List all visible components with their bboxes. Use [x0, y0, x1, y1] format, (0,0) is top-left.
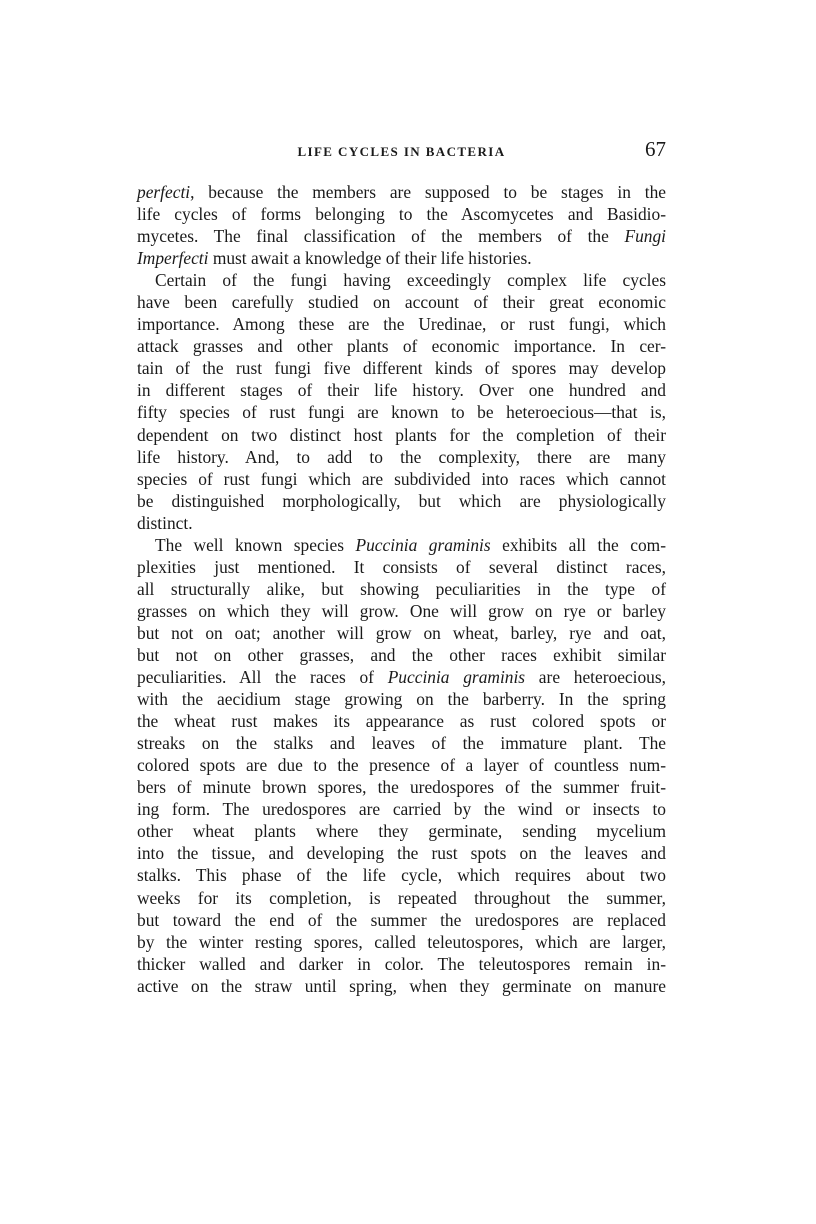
text-line	[137, 490, 666, 512]
text-run: distinct.	[137, 512, 193, 533]
text-run: be distinguished morphologically, but which are physiologically	[137, 490, 666, 511]
text-run: importance. Among these are the Uredinae, or rust fungi, which	[137, 314, 666, 335]
text-run: with the aecidium stage growing on the barberry. In the spring	[137, 689, 666, 710]
text-run: have been carefully studied on account of their great economic	[137, 292, 666, 313]
text-line	[137, 842, 666, 864]
text-line	[137, 864, 666, 886]
page-number: 67	[645, 137, 666, 161]
text-run: species of rust fungi which are subdivided into races which cannot	[137, 468, 666, 489]
text-line	[137, 820, 666, 842]
text-run: attack grasses and other plants of economic importance. In cer-	[137, 336, 666, 357]
italic-term: Puccinia graminis	[387, 667, 526, 688]
italic-term: Imperfecti	[137, 248, 209, 269]
text-run: tain of the rust fungi five different kinds of spores may develop	[137, 358, 666, 379]
text-line	[137, 931, 666, 953]
book-page	[137, 136, 666, 997]
text-run: are heteroecious,	[525, 667, 666, 688]
text-run: , because the members are supposed to be stages in the	[190, 182, 666, 202]
paragraph	[137, 181, 666, 269]
text-line	[137, 732, 666, 754]
text-line	[137, 975, 666, 997]
text-run: life cycles of forms belonging to the Ascomycetes and Basidio-	[137, 204, 666, 225]
text-line	[137, 468, 666, 490]
text-line	[137, 600, 666, 622]
body-text	[137, 181, 666, 997]
text-line	[137, 446, 666, 468]
text-run: but toward the end of the summer the uredospores are replaced	[137, 909, 666, 930]
italic-term: Puccinia graminis	[355, 534, 491, 555]
text-run: exhibits all the com-	[490, 534, 666, 555]
text-line	[137, 247, 666, 269]
text-line	[137, 909, 666, 931]
text-run: bers of minute brown spores, the uredospores of the summer fruit-	[137, 777, 666, 798]
text-line	[137, 776, 666, 798]
text-run: The well known species	[155, 534, 356, 555]
text-line	[137, 556, 666, 578]
text-run: fifty species of rust fungi are known to be heteroecious—that is,	[137, 402, 666, 423]
text-run: colored spots are due to the presence of a layer of countless num-	[137, 755, 666, 776]
text-run: plexities just mentioned. It consists of several distinct races,	[137, 556, 666, 577]
text-run: but not on oat; another will grow on wheat, barley, rye and oat,	[137, 622, 666, 643]
paragraph	[137, 269, 666, 534]
italic-term: Fungi	[624, 226, 666, 247]
text-run: stalks. This phase of the life cycle, which requires about two	[137, 865, 666, 886]
text-line	[137, 424, 666, 446]
text-line	[137, 622, 666, 644]
text-run: life history. And, to add to the complexity, there are many	[137, 446, 666, 467]
running-title: LIFE CYCLES IN BACTERIA	[297, 144, 506, 159]
text-run: into the tissue, and developing the rust spots on the leaves and	[137, 843, 666, 864]
text-line	[137, 953, 666, 975]
text-line	[137, 335, 666, 357]
text-run: all structurally alike, but showing peculiarities in the type of	[137, 578, 666, 599]
text-run: active on the straw until spring, when they germinate on manure	[137, 975, 666, 996]
text-line	[137, 181, 666, 203]
text-line	[137, 379, 666, 401]
text-run: the wheat rust makes its appearance as rust colored spots or	[137, 711, 666, 732]
text-run: mycetes. The final classification of the members of the	[137, 226, 625, 247]
text-line	[137, 887, 666, 909]
text-run: Certain of the fungi having exceedingly complex life cycles	[155, 270, 666, 291]
text-run: weeks for its completion, is repeated throughout the summer,	[137, 887, 666, 908]
text-run: dependent on two distinct host plants for the completion of their	[137, 424, 666, 445]
italic-term: perfecti	[137, 182, 191, 202]
text-run: but not on other grasses, and the other races exhibit similar	[137, 644, 666, 665]
text-line	[137, 357, 666, 379]
text-line	[137, 534, 666, 556]
text-run: in different stages of their life history. Over one hundred and	[137, 380, 666, 401]
text-line	[137, 578, 666, 600]
text-line	[137, 644, 666, 666]
text-line	[137, 666, 666, 688]
text-line	[137, 401, 666, 423]
text-run: other wheat plants where they germinate, sending mycelium	[137, 821, 666, 842]
text-line	[137, 754, 666, 776]
text-run: streaks on the stalks and leaves of the immature plant. The	[137, 733, 666, 754]
text-line	[137, 313, 666, 335]
text-run: grasses on which they will grow. One will grow on rye or barley	[137, 600, 666, 621]
text-line	[137, 512, 666, 534]
text-line	[137, 225, 666, 247]
text-run: ing form. The uredospores are carried by the wind or insects to	[137, 799, 666, 820]
text-line	[137, 291, 666, 313]
text-line	[137, 710, 666, 732]
text-line	[137, 269, 666, 291]
text-line	[137, 688, 666, 710]
text-run: thicker walled and darker in color. The teleutospores remain in-	[137, 953, 666, 974]
text-run: must await a knowledge of their life histories.	[208, 248, 532, 269]
running-header	[137, 136, 666, 166]
paragraph	[137, 534, 666, 997]
text-line	[137, 203, 666, 225]
text-run: by the winter resting spores, called teleutospores, which are larger,	[137, 931, 666, 952]
text-line	[137, 798, 666, 820]
text-run: peculiarities. All the races of	[137, 667, 388, 688]
